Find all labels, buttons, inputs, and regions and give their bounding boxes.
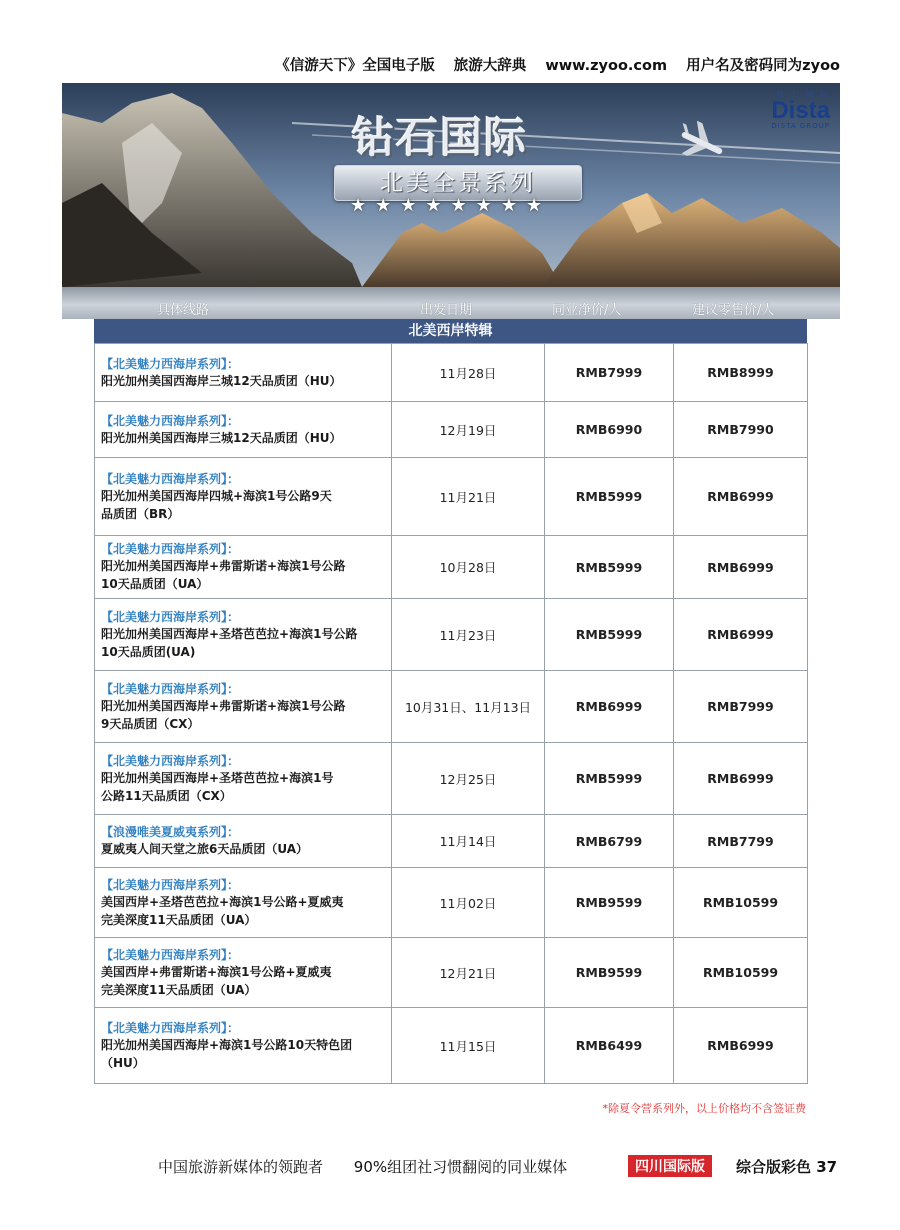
route-name: 阳光加州美国西海岸三城12天品质团（HU）: [101, 430, 342, 445]
departure-date: 11月28日: [392, 344, 545, 402]
retail-price: RMB8999: [674, 344, 808, 402]
series-name: 【北美魅力西海岸系列】：: [101, 609, 240, 624]
series-name: 【北美魅力西海岸系列】：: [101, 947, 240, 962]
table-row: [95, 743, 808, 815]
route-name: 阳光加州美国西海岸+弗雷斯诺+海滨1号公路: [101, 698, 346, 713]
net-price: RMB9599: [545, 938, 674, 1008]
route-name: 公路11天品质团（CX）: [101, 788, 232, 803]
table-row: [95, 815, 808, 868]
footer-slogans: [158, 1156, 567, 1177]
net-price: RMB7999: [545, 344, 674, 402]
net-price: RMB5999: [545, 743, 674, 815]
departure-date: 11月15日: [392, 1008, 545, 1084]
dista-logo: [771, 89, 830, 130]
route-cell: [95, 671, 392, 743]
price-note: *除夏令营系列外，以上价格均不含签证费: [602, 1102, 806, 1115]
route-name: 10天品质团（UA）: [101, 577, 209, 591]
footer-section: 综合版彩色: [736, 1158, 812, 1176]
route-cell: [95, 868, 392, 938]
net-price: RMB5999: [545, 536, 674, 599]
table-row: [95, 536, 808, 599]
retail-price: RMB6999: [674, 1008, 808, 1084]
route-cell: [95, 599, 392, 671]
route-name: 9天品质团（CX）: [101, 716, 200, 731]
footer-slogan-2: 90%组团社习惯翻阅的同业媒体: [353, 1158, 568, 1176]
series-name: 【北美魅力西海岸系列】：: [101, 471, 240, 486]
net-price: RMB6499: [545, 1008, 674, 1084]
route-name: 阳光加州美国西海岸三城12天品质团（HU）: [101, 373, 342, 388]
rating-stars: ★★★★★★★★: [350, 195, 552, 216]
series-name: 【北美魅力西海岸系列】：: [101, 542, 240, 556]
column-header-net-price: 同业净价/人: [552, 303, 622, 318]
brand-title: 钻石国际: [352, 113, 529, 162]
net-price: RMB5999: [545, 458, 674, 536]
table-row: [95, 458, 808, 536]
table-row: [95, 344, 808, 402]
column-header-retail-price: 建议零售价/人: [692, 303, 775, 318]
section-title: 北美西岸特辑: [94, 319, 807, 343]
route-cell: [95, 536, 392, 599]
retail-price: RMB10599: [674, 868, 808, 938]
departure-date: 11月14日: [392, 815, 545, 868]
route-name: 完美深度11天品质团（UA）: [101, 912, 257, 927]
retail-price: RMB7999: [674, 671, 808, 743]
net-price: RMB6999: [545, 671, 674, 743]
net-price: RMB9599: [545, 868, 674, 938]
series-name: 【北美魅力西海岸系列】：: [101, 413, 240, 428]
table-row: [95, 402, 808, 458]
table-row: [95, 1008, 808, 1084]
series-name: 【北美魅力西海岸系列】：: [101, 753, 240, 768]
logo-en-text: Dista: [771, 97, 830, 124]
series-name: 【北美魅力西海岸系列】：: [101, 877, 240, 892]
series-name: 【北美魅力西海岸系列】：: [101, 356, 240, 371]
logo-sub-text: DISTA GROUP: [771, 122, 830, 130]
retail-price: RMB6999: [674, 743, 808, 815]
route-name: 阳光加州美国西海岸+圣塔芭芭拉+海滨1号: [101, 770, 334, 785]
departure-date: 10月31日、11月13日: [392, 671, 545, 743]
retail-price: RMB10599: [674, 938, 808, 1008]
route-cell: [95, 458, 392, 536]
route-name: 美国西岸+弗雷斯诺+海滨1号公路+夏威夷: [101, 964, 332, 979]
column-header-date: 出发日期: [420, 303, 473, 318]
column-header-strip: [62, 287, 840, 319]
route-cell: [95, 938, 392, 1008]
table-row: [95, 671, 808, 743]
route-name: 10天品质团(UA): [101, 644, 196, 659]
website-link[interactable]: www.zyoo.com: [545, 58, 668, 74]
route-name: 美国西岸+圣塔芭芭拉+海滨1号公路+夏威夷: [101, 894, 344, 909]
route-name: 夏威夷人间天堂之旅6天品质团（UA）: [101, 842, 309, 856]
route-name: 品质团（BR）: [101, 506, 180, 521]
departure-date: 11月02日: [392, 868, 545, 938]
series-name: 【北美魅力西海岸系列】：: [101, 681, 240, 696]
table-row: [95, 599, 808, 671]
series-name: 【北美魅力西海岸系列】：: [101, 1020, 240, 1035]
column-header-route: 具体线路: [157, 303, 210, 318]
route-name: 阳光加州美国西海岸四城+海滨1号公路9天: [101, 488, 332, 503]
route-table: [94, 343, 808, 1084]
series-name: 【浪漫唯美夏威夷系列】：: [101, 825, 240, 839]
route-cell: [95, 344, 392, 402]
route-name: （HU）: [101, 1055, 145, 1070]
table-row: [95, 868, 808, 938]
top-bar: [261, 54, 840, 75]
route-name: 阳光加州美国西海岸+圣塔芭芭拉+海滨1号公路: [101, 626, 358, 641]
departure-date: 12月25日: [392, 743, 545, 815]
logo-cn-text: 钻 石 国 际: [776, 90, 830, 99]
page-number: 37: [816, 1158, 838, 1176]
edition-badge: 四川国际版: [628, 1155, 712, 1177]
dictionary-label: 旅游大辞典: [453, 58, 527, 74]
route-cell: [95, 402, 392, 458]
footer-page-info: [736, 1156, 837, 1177]
series-subtitle: 北美全景系列: [334, 165, 582, 201]
route-cell: [95, 815, 392, 868]
route-cell: [95, 1008, 392, 1084]
retail-price: RMB6999: [674, 458, 808, 536]
net-price: RMB5999: [545, 599, 674, 671]
net-price: RMB6799: [545, 815, 674, 868]
retail-price: RMB7990: [674, 402, 808, 458]
publication-name: 《信游天下》全国电子版: [275, 58, 435, 74]
route-name: 阳光加州美国西海岸+海滨1号公路10天特色团: [101, 1037, 353, 1052]
route-name: 完美深度11天品质团（UA）: [101, 982, 257, 997]
banner: [62, 83, 840, 287]
route-cell: [95, 743, 392, 815]
net-price: RMB6990: [545, 402, 674, 458]
retail-price: RMB6999: [674, 599, 808, 671]
departure-date: 11月23日: [392, 599, 545, 671]
route-name: 阳光加州美国西海岸+弗雷斯诺+海滨1号公路: [101, 559, 346, 573]
departure-date: 12月21日: [392, 938, 545, 1008]
departure-date: 12月19日: [392, 402, 545, 458]
departure-date: 11月21日: [392, 458, 545, 536]
table-row: [95, 938, 808, 1008]
login-hint: 用户名及密码同为zyoo: [686, 58, 840, 74]
retail-price: RMB7799: [674, 815, 808, 868]
retail-price: RMB6999: [674, 536, 808, 599]
departure-date: 10月28日: [392, 536, 545, 599]
footer-slogan-1: 中国旅游新媒体的领跑者: [158, 1158, 324, 1176]
